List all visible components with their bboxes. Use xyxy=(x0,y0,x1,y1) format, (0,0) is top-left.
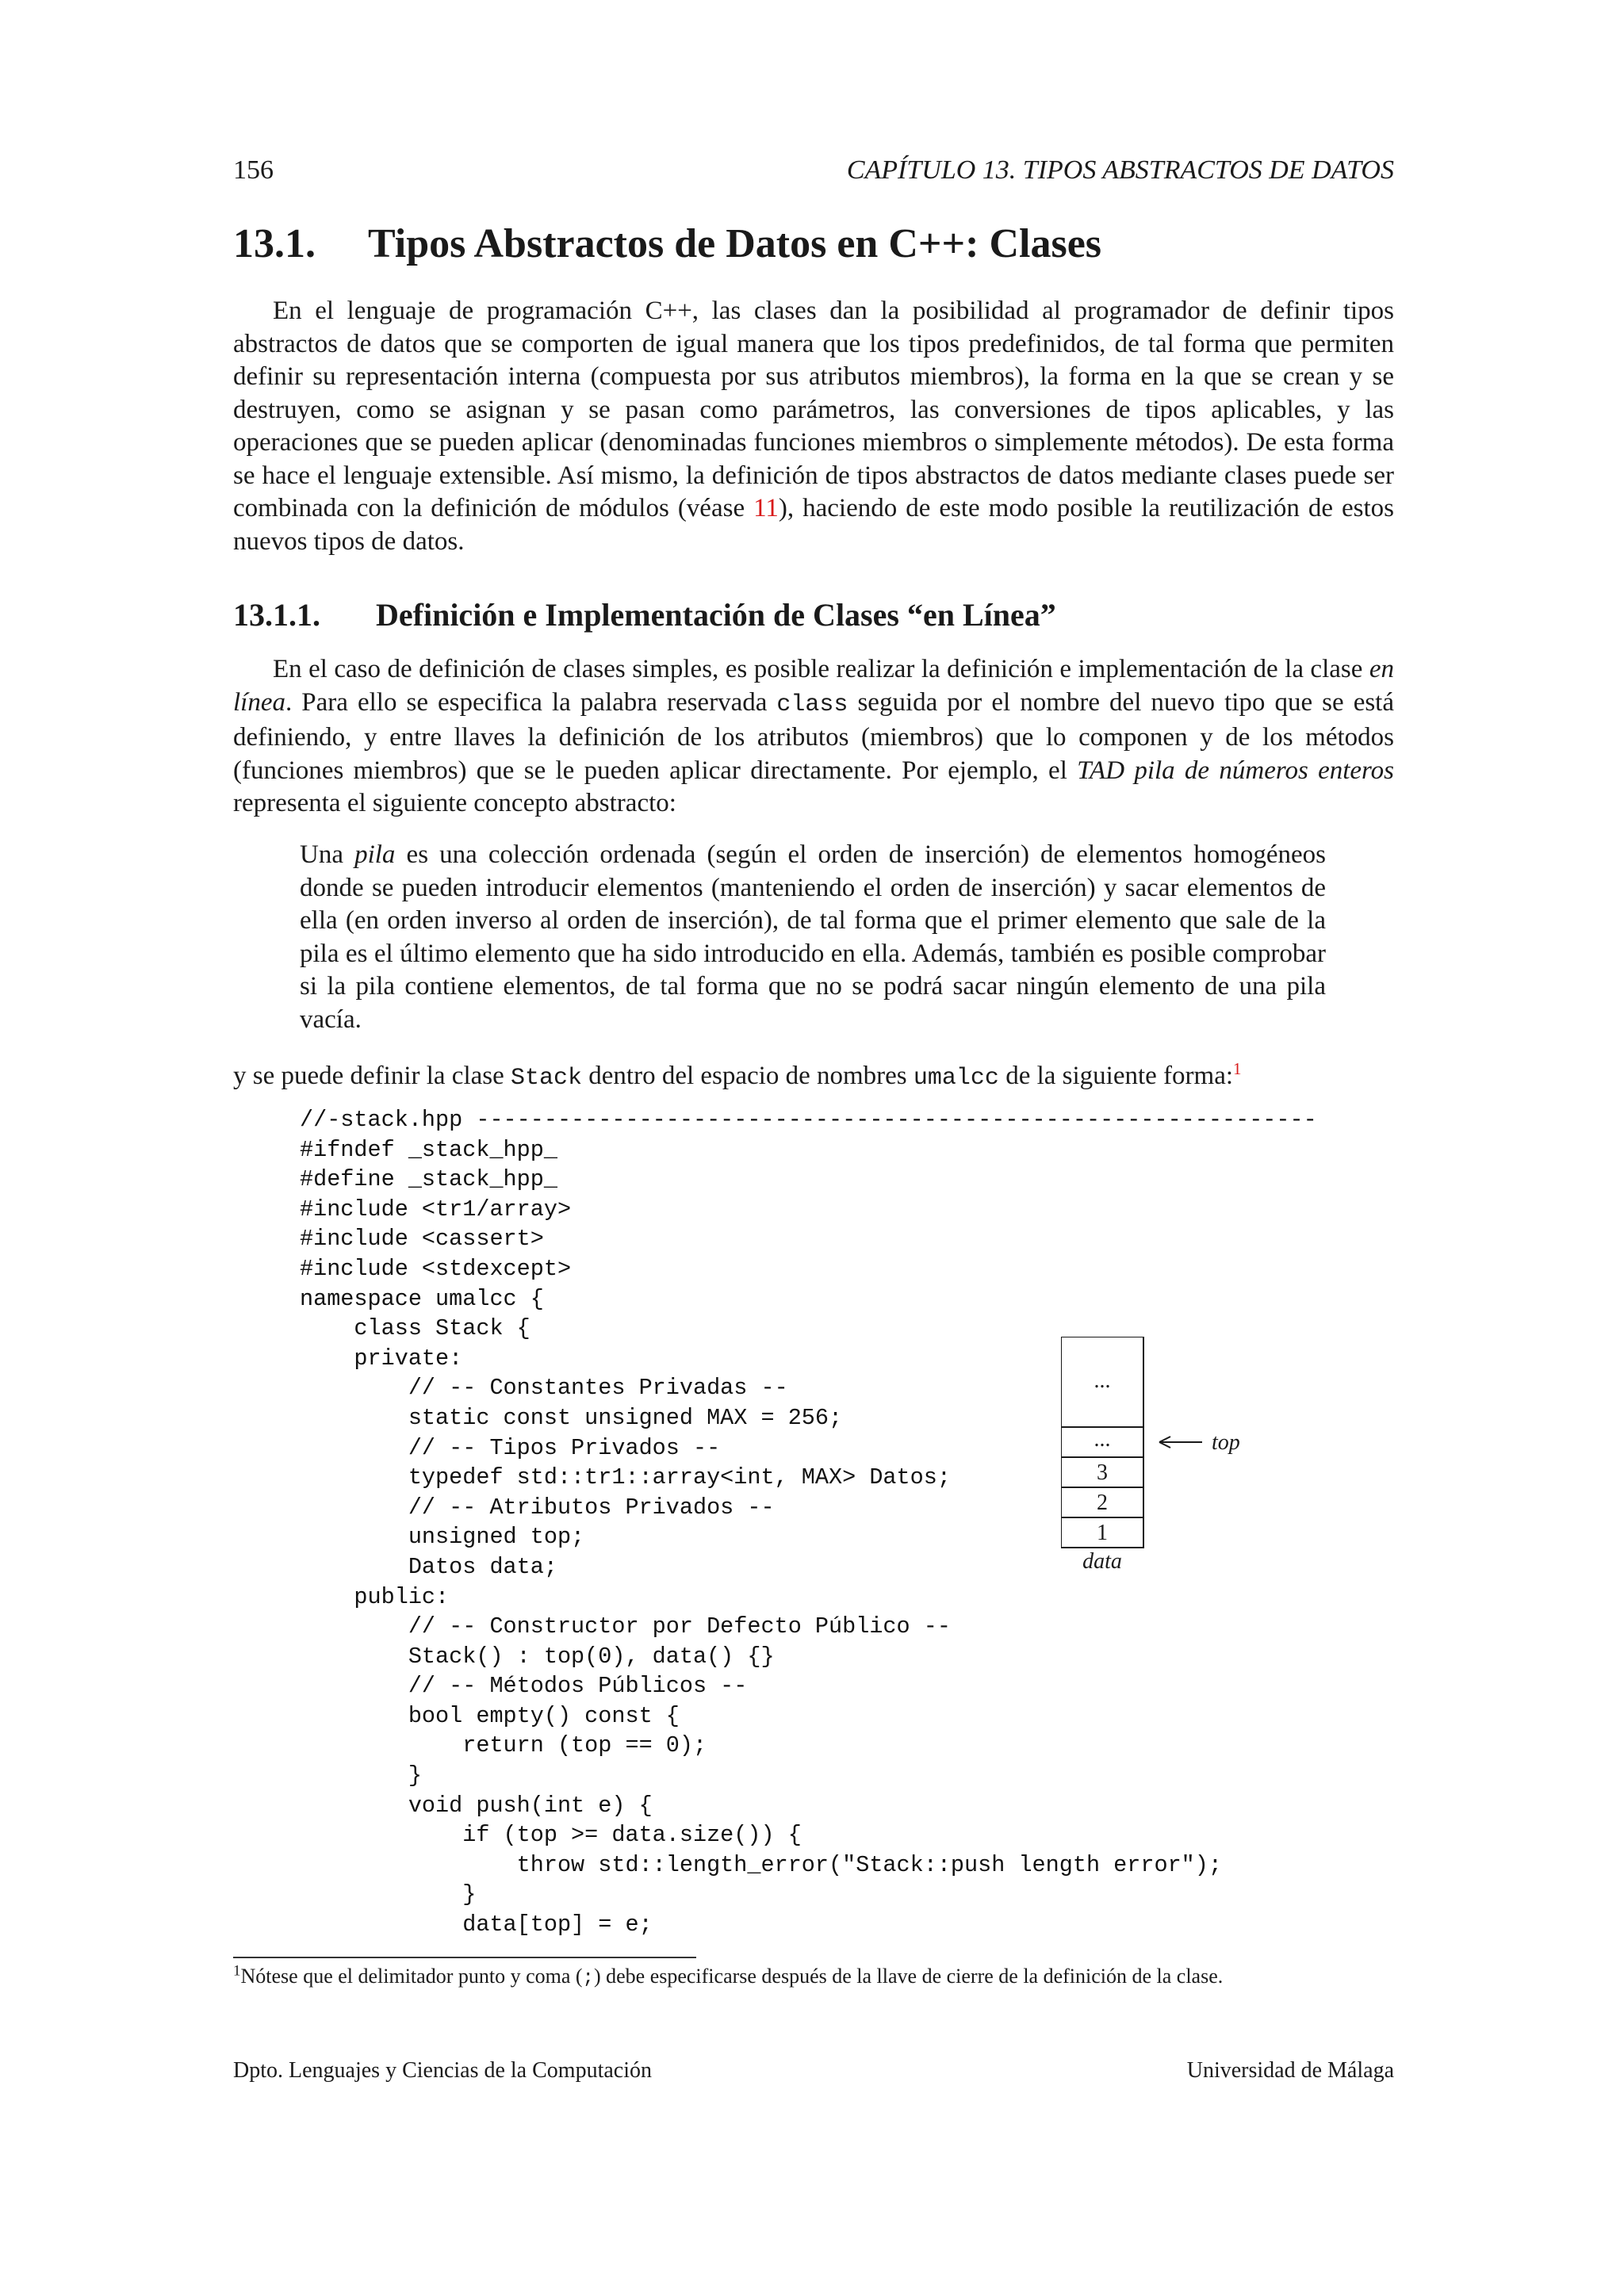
emphasis-text: en línea xyxy=(233,655,1394,717)
subsection-heading xyxy=(233,596,1056,633)
paragraph-text: representa el siguiente concepto abstracto: xyxy=(233,789,676,817)
footnote xyxy=(233,1963,1394,1992)
footer-university: Universidad de Málaga xyxy=(1186,2058,1394,2083)
stack-diagram xyxy=(1061,1337,1267,1575)
footnote-mark: 1 xyxy=(233,1962,241,1980)
emphasis-text: TAD pila de números enteros xyxy=(1077,756,1394,785)
stack-cell-top-ellipsis: ... xyxy=(1094,1368,1111,1393)
subsection-title: Definición e Implementación de Clases “en Línea” xyxy=(376,597,1056,633)
stack-cell-ellipsis: ... xyxy=(1094,1427,1111,1452)
subsection-number: 13.1.1. xyxy=(233,597,320,633)
emphasis-text: pila xyxy=(354,840,396,869)
section-number: 13.1. xyxy=(233,221,316,266)
section-heading xyxy=(233,220,1101,267)
footnote-divider xyxy=(233,1957,696,1958)
paragraph-intro xyxy=(233,295,1394,558)
paragraph-text: . Para ello se especifica la palabra reservada xyxy=(285,687,777,717)
page-number: 156 xyxy=(233,155,274,185)
paragraph-text: En el caso de definición de clases simples, es posible realizar la definición e implementación de la clase xyxy=(273,655,1369,683)
section-title: Tipos Abstractos de Datos en C++: Clases xyxy=(368,221,1102,266)
paragraph-text: En el lenguaje de programación C++, las clases dan la posibilidad al programador de definir tipos abstractos de datos que se comporten de igual manera que los tipos predefinidos, de tal forma que permiten definir su representación interna (compuesta por sus atributos miembros), la forma en la que se crean y se destruyen, como se asignan y se pasan como parámetros, las conversiones de tipos aplicables, y las operaciones que se pueden aplicar (denominadas funciones miembros o simplemente métodos). De esta forma se hace el lenguaje extensible. Así mismo, la definición de tipos abstractos de datos mediante clases puede ser combinada con la definición de módulos (véase xyxy=(233,297,1394,522)
data-array-label: data xyxy=(1082,1549,1122,1574)
stack-cell-value: 2 xyxy=(1097,1490,1108,1515)
footnote-text: Nótese que el delimitador punto y coma ( xyxy=(240,1965,583,1988)
footer-department: Dpto. Lenguajes y Ciencias de la Computación xyxy=(233,2058,652,2083)
paragraph-text: de la siguiente forma: xyxy=(998,1062,1234,1090)
code-listing: //-stack.hpp -------------------------------------------------------------- #ifndef _stack_hpp_ #define _stack_hpp_ #include <tr1/array> #include <cassert> #include <stdexcept> namespace umalcc { class Stack { private: // -- Constantes Privadas -- static const unsigned MAX = 256; // -- Tipos Privados -- typedef std::tr1::array<int, MAX> Datos; // -- Atributos Privados -- unsigned top; Datos data; public: // -- Constructor por Defecto Público -- Stack() : top(0), data() {} // -- Métodos Públicos -- bool empty() const { return (top == 0); } void push(int e) { if (top >= data.size()) { throw std::length_error("Stack::push length error"); } data[top] = e; xyxy=(300,1107,1317,1938)
chapter-running-head: CAPÍTULO 13. TIPOS ABSTRACTOS DE DATOS xyxy=(846,155,1394,185)
paragraph-text: seguida por el nombre del nuevo tipo que se está definiendo, y entre llaves la definición de los atributos (miembros) que lo componen y de los métodos (funciones miembros) que se le pueden aplicar directamente. Por ejemplo, el xyxy=(233,687,1394,785)
paragraph-text: ), haciendo de este modo posible la reutilización de estos nuevos tipos de datos. xyxy=(233,494,1394,556)
stack-cell-value: 1 xyxy=(1097,1521,1108,1545)
paragraph-stack-intro xyxy=(233,1060,1242,1096)
paragraph-text: dentro del espacio de nombres xyxy=(582,1062,914,1090)
quote-text: Una xyxy=(300,840,355,869)
footnote-reference-link[interactable]: 1 xyxy=(1233,1059,1242,1078)
chapter-reference-link[interactable]: 11 xyxy=(753,494,779,522)
inline-code: ; xyxy=(582,1968,594,1989)
paragraph-definition xyxy=(233,653,1394,821)
top-pointer-label: top xyxy=(1212,1430,1240,1455)
stack-concept-quote xyxy=(300,839,1326,1036)
inline-code: umalcc xyxy=(913,1065,999,1092)
footnote-text: ) debe especificarse después de la llave de cierre de la definición de la clase. xyxy=(593,1965,1224,1988)
inline-code: class xyxy=(776,691,848,718)
inline-code: Stack xyxy=(511,1065,583,1092)
quote-text: es una colección ordenada (según el orden de inserción) de elementos homogéneos donde se pueden introducir elementos (manteniendo el orden de inserción) y sacar elementos de ella (en orden inverso al orden de inserción), de tal forma que el primer elemento que sale de la pila es el último elemento que ha sido introducido en ella. Además, también es posible comprobar si la pila contiene elementos, de tal forma que no se podrá sacar ningún elemento de una pila vacía. xyxy=(300,840,1326,1034)
stack-cell-value: 3 xyxy=(1097,1460,1108,1485)
paragraph-text: y se puede definir la clase xyxy=(233,1062,511,1090)
